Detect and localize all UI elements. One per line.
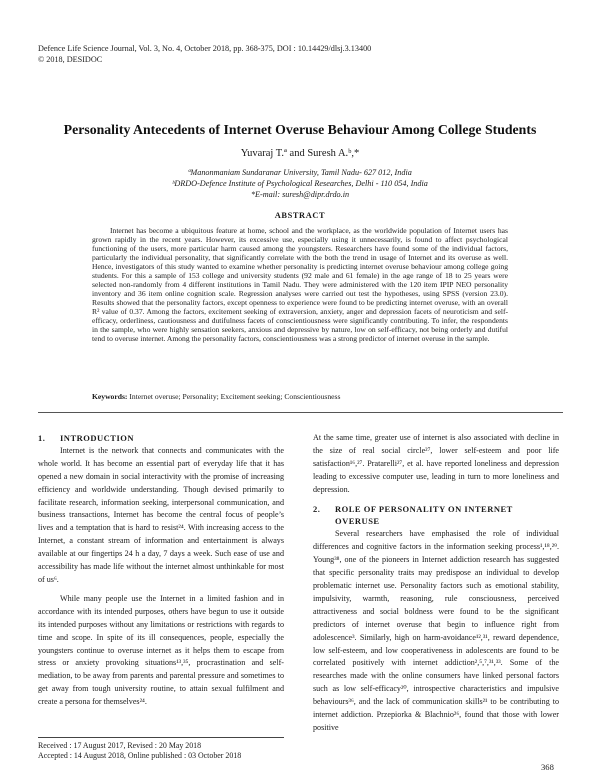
author-email: *E-mail: suresh@dipr.drdo.in [250,190,350,199]
paper-title: Personality Antecedents of Internet Overuse Behaviour Among College Students [63,122,537,137]
right-column [313,432,559,735]
section-2-title-2: OVERUSE [335,516,380,527]
footnote-divider [38,737,284,738]
section-2-number: 2. [313,503,321,514]
intro-title: INTRODUCTION [60,433,135,443]
intro-paragraph-2: While many people use the Internet in a limited fashion and in accordance with its intended purposes, others have begun to use it outside its intended purposes without any limitations or restrictions with regards to time and scope. In spite of its ill consequences, people, especially the youngsters continue to overuse internet as it helps them to escape from stress or anxiety provoking situations¹³,³⁵, procrastination and self-mediation, to be away from parents and parental pressure and sometimes to get away from tough university routine, to attain sexual fulfilment and create a persona for themselves²⁴. [38,593,284,707]
abstract-body: Internet has become a ubiquitous feature at home, school and the workplace, as the worldwide population of Internet users has grown rapidly in the recent years. However, its excessive use, especially using it unnecessarily, is found to affect psychological functioning of the users, more particular harm caused among the youngsters. Researchers have found some of the individual factors, particularly the individual personality, that significantly correlate with the both the trend in usage of Internet and its overuse as well. Hence, investigators of this study wanted to examine whether personality is predicting internet overuse behaviour among college going students. For this a sample of 153 college and university students (92 male and 61 female) in the age range of 18 to 25 years were selected non-randomly from 4 different institutions in Tamil Nadu. They were administered with the 120 item IPIP NEO personality inventory and 36 item online cognition scale. Regression analyses were carried out test the hypotheses, using SPSS (version 23.0). Results showed that the personality factors, except openness to experience were found to be predicting internet overuse, with an overall R² value of 0.37. Among the factors, excitement seeking of extraversion, anxiety, anger and depression facets of neuroticism and self-efficacy, orderliness, cautiousness and dutifulness facets of conscientiousness were significantly contributing. To infer, the respondents in the sample, who were highly sensation seekers, anxious and depressive by nature, low on self-efficacy, not being orderly and dutiful tend to overuse internet. Among the personality factors, conscientiousness was a strong predictor of internet overuse in the sample. [92,226,508,343]
section-divider [38,412,563,413]
intro-number: 1. [38,433,46,443]
section-2-title-1: ROLE OF PERSONALITY ON INTERNET [335,503,513,514]
keywords-line [92,392,508,401]
section-2-heading [313,503,559,516]
keywords-label: Keywords: [92,392,128,401]
author-line: Yuvaraj T.ª and Suresh A.ᵇ,* [240,148,360,159]
keywords-text: Internet overuse; Personality; Excitement seeking; Conscientiousness [127,392,341,401]
journal-header [38,44,371,65]
page-number: 368 [541,762,554,772]
affiliation-b: ᵇDRDO-Defence Institute of Psychological Researches, Delhi - 110 054, India [172,179,428,188]
left-column [38,432,284,709]
copyright-line: © 2018, DESIDOC [38,54,103,64]
affiliation-a: ªManonmaniam Sundaranar University, Tamil Nadu- 627 012, India [188,168,412,177]
accepted-line: Accepted : 14 August 2018, Online published : 03 October 2018 [38,751,242,761]
journal-citation: Defence Life Science Journal, Vol. 3, No. 4, October 2018, pp. 368-375, DOI : 10.14429/dlsj.3.13400 [38,44,372,53]
received-line: Received : 17 August 2017, Revised : 20 May 2018 [38,741,202,750]
intro-heading [38,432,284,445]
section-2-paragraph: Several researchers have emphasised the role of individual differences and cognitive factors in the information seeking process¹,¹⁸,²⁹. Young³⁸, one of the pioneers in Internet addiction research has suggested that specific personality traits may predispose an individual to develop problematic internet use. Personality factors such as emotional stability, impulsivity, warmth, reasoning, rule consciousness, perceived attractiveness and social boldness were found to be the significant predictors of internet overuse that begin to influence right from adolescence³. Similarly, high on harm-avoidance¹²,³¹, reward dependence, low self-esteem, and low cooperativeness in adolescents are found to be correlated positively with internet addiction²,⁵,⁷,³¹,³³. Some of the researches made with the online consumers have linked personal factors such as low self-efficacy²⁰, introspective characteristics and impulsive behaviours³⁶, and the lack of communication skills²¹ to be contributing to internet addiction. Przepiorka & Blachnio²⁶, found that those with lower positive [313,529,559,732]
intro-paragraph-1: Internet is the network that connects and communicates with the whole world. It has become an essential part of everyday life that it has opened a new domain in social interactivity with the promise of increasing efficiency and worldwide understanding. Though devised primarily to facilitate research, information seeking, interpersonal communication, and business transactions, Internet has become the central focus of people’s lives and a temptation that is hard to resist²⁴. With increasing access to the Internet, a constant stream of information and entertainment is always available at our fingertips 24 h a day, 7 days a week. Such ease of use and accessibility has made life without the internet almost unthinkable for most of us⁶. [38,445,284,584]
abstract-heading: ABSTRACT [274,211,326,220]
right-paragraph-1: At the same time, greater use of internet is also associated with decline in the size of real social circle²⁷, lower self-esteem and poor life satisfaction¹⁶,²⁷. Pratarelli²⁷, et al. have reported loneliness and depression leading to excessive computer use, leading in turn to more loneliness and depression. [313,433,559,494]
received-dates [38,741,241,762]
